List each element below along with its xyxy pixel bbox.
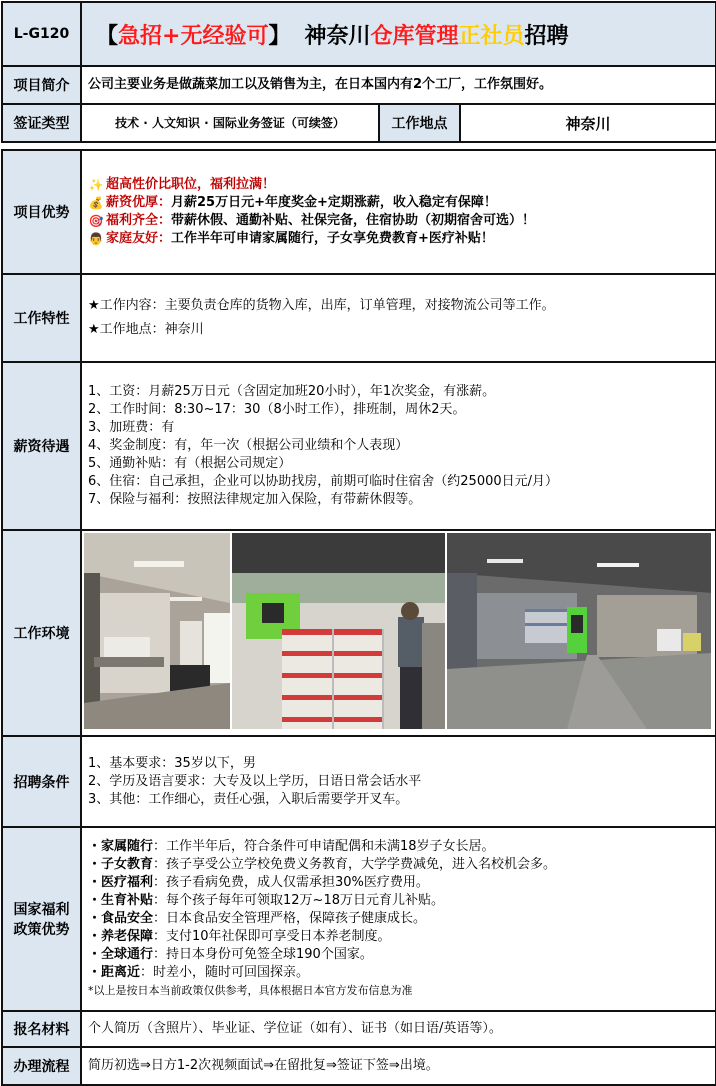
advantage-item xyxy=(88,212,709,230)
features-label: 工作特性 xyxy=(2,274,81,362)
salary-line: 3、加班费：有 xyxy=(88,420,175,435)
requirement-line: 2、学历及语言要求：大专及以上学历，日语日常会话水平 xyxy=(88,773,422,789)
salary-line: 1、工资：月薪25万日元（含固定加班20小时），年1次奖金，有涨薪。 xyxy=(88,384,496,399)
policy-cell xyxy=(81,827,716,1011)
policy-item: ・食品安全：日本食品安全管理严格，保障孩子健康成长。 xyxy=(88,911,427,926)
summary-table xyxy=(1,1,716,143)
advantage-text: 月薪25万日元+年度奖金+定期涨薪，收入稳定有保障！ xyxy=(171,195,497,210)
advantage-head: 超高性价比职位，福利拉满！ xyxy=(106,177,276,192)
advantages-cell xyxy=(81,150,716,274)
title-bracket-close: 】 xyxy=(268,22,291,49)
advantage-item xyxy=(88,230,709,248)
policy-item: ・医疗福利：孩子看病免费，成人仅需承担30%医疗费用。 xyxy=(88,875,429,890)
warehouse-boxes-photo xyxy=(232,533,445,729)
visa-value: 技术 · 人文知识 · 国际业务签证（可续签） xyxy=(81,104,379,142)
salary-line: 2、工作时间：8:30~17：30（8小时工作），排班制，周休2天。 xyxy=(88,402,466,417)
requirement-line: 1、基本要求：35岁以下，男 xyxy=(88,755,256,771)
materials-text: 个人简历（含照片）、毕业证、学位证（如有）、证书（如日语/英语等）。 xyxy=(81,1011,716,1047)
money-bag-icon: 💰 xyxy=(88,196,104,210)
advantage-head: 福利齐全： xyxy=(106,213,172,228)
requirement-line: 3、其他：工作细心，责任心强，入职后需要学开叉车。 xyxy=(88,791,409,807)
salary-line: 6、住宿：自己承担，企业可以协助找房，前期可临时住宿舍（约25000日元/月） xyxy=(88,474,559,489)
process-label: 办理流程 xyxy=(2,1047,81,1085)
title-urgent: 急招+无经验可 xyxy=(118,22,269,49)
policy-item: ・养老保障：支付10年社保即可享受日本养老制度。 xyxy=(88,929,391,944)
location-value: 神奈川 xyxy=(460,104,716,142)
target-icon: 🎯 xyxy=(88,214,104,228)
advantage-head: 家庭友好： xyxy=(106,231,172,246)
salary-label: 薪资待遇 xyxy=(2,362,81,530)
policy-item: ・家属随行：工作半年后，符合条件可申请配偶和未满18岁子女长居。 xyxy=(88,839,495,854)
title-suffix: 招聘 xyxy=(524,22,569,49)
policy-label: 国家福利 政策优势 xyxy=(2,827,81,1011)
location-label: 工作地点 xyxy=(379,104,460,142)
environment-photos-cell xyxy=(81,530,716,736)
job-code: L-G120 xyxy=(2,2,81,66)
requirements-label: 招聘条件 xyxy=(2,736,81,827)
process-text: 简历初选⇒日方1-2次视频面试⇒在留批复⇒签证下签⇒出境。 xyxy=(81,1047,716,1085)
title-job: 仓库管理 xyxy=(370,22,459,49)
salary-line: 5、通勤补贴：有（根据公司规定） xyxy=(88,456,292,471)
policy-note: *以上是按日本当前政策仅供参考，具体根据日本官方发布信息为准 xyxy=(88,984,413,997)
advantage-text: 工作半年可申请家属随行，子女享免费教育+医疗补贴！ xyxy=(171,231,494,246)
policy-item: ・生育补贴：每个孩子每年可领取12万~18万日元育儿补贴。 xyxy=(88,893,444,908)
advantages-label: 项目优势 xyxy=(2,150,81,274)
policy-item: ・距离近：时差小，随时可回国探亲。 xyxy=(88,965,310,980)
title-bracket-open: 【 xyxy=(96,22,119,49)
detail-table xyxy=(1,149,716,1086)
materials-label: 报名材料 xyxy=(2,1011,81,1047)
environment-label: 工作环境 xyxy=(2,530,81,736)
feature-line: ★工作地点：神奈川 xyxy=(88,322,204,337)
family-icon: 👨 xyxy=(88,232,104,246)
requirements-cell xyxy=(81,736,716,827)
advantage-text: 带薪休假、通勤补贴、社保完备，住宿协助（初期宿舍可选）！ xyxy=(171,213,536,228)
advantage-item xyxy=(88,176,709,194)
salary-cell xyxy=(81,362,716,530)
salary-line: 7、保险与福利：按照法律规定加入保险，有带薪休假等。 xyxy=(88,492,422,507)
feature-line: ★工作内容：主要负责仓库的货物入库，出库，订单管理，对接物流公司等工作。 xyxy=(88,298,555,313)
title-region: 神奈川 xyxy=(304,22,371,49)
page-title xyxy=(81,2,716,66)
visa-label: 签证类型 xyxy=(2,104,81,142)
policy-item: ・全球通行：持日本身份可免签全球190个国家。 xyxy=(88,947,373,962)
sparkles-icon: ✨ xyxy=(88,178,104,192)
warehouse-forklift-photo xyxy=(447,533,711,729)
intro-text: 公司主要业务是做蔬菜加工以及销售为主，在日本国内有2个工厂，工作氛围好。 xyxy=(81,66,716,104)
policy-item: ・子女教育：孩子享受公立学校免费义务教育，大学学费减免，进入名校机会多。 xyxy=(88,857,557,872)
intro-label: 项目简介 xyxy=(2,66,81,104)
advantage-item xyxy=(88,194,709,212)
salary-line: 4、奖金制度：有，年一次（根据公司业绩和个人表现） xyxy=(88,438,409,453)
features-cell xyxy=(81,274,716,362)
office-photo xyxy=(84,533,230,729)
advantage-head: 薪资优厚： xyxy=(106,195,172,210)
title-type: 正社员 xyxy=(458,22,525,49)
